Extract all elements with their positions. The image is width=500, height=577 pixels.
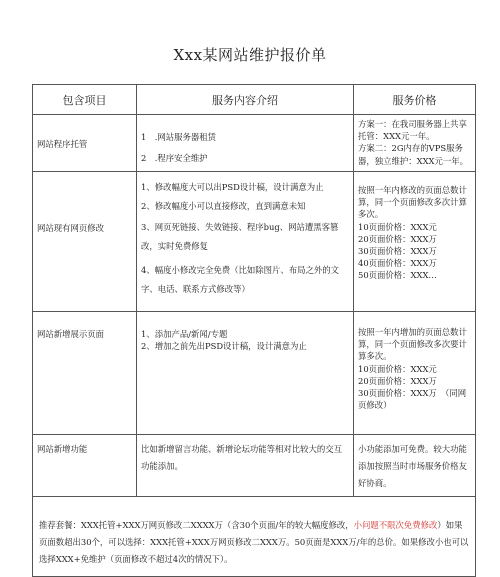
price-cell (354, 312, 476, 435)
content-cell (137, 115, 354, 172)
table-row (33, 312, 476, 435)
price-cell (354, 172, 476, 312)
price-line: 10页面价格：XXX元 (358, 221, 437, 232)
recommended-package (33, 497, 476, 577)
content-line: 1、添加产品/新闻/专题 (141, 329, 228, 339)
content-line: 1 .网站服务器租赁 (141, 132, 216, 142)
price-line: 10页面价格：XXX元 (358, 363, 437, 374)
price-line: 20页面价格：XXX万 (358, 233, 437, 244)
price-cell (354, 435, 476, 497)
footer-text-before: 推荐套餐：XXX托管+XXX万网页修改二XXXX万（含30个页面/年的较大幅度修改， (39, 520, 354, 530)
content-line: 比如新增留言功能、新增论坛功能等相对比较大的交互功能添加。 (141, 444, 342, 471)
price-line: 40页面价格：XXX万 (358, 258, 437, 269)
price-line: 30页面价格：XXX万 (358, 246, 437, 257)
content-line: 1、修改幅度大可以出PSD设计稿，设计满意为止 (141, 182, 324, 192)
footer-highlight: 小问题不限次免费修改 (353, 520, 438, 530)
content-line: 2、增加之前先出PSD设计稿，设计满意为止 (141, 341, 307, 352)
footer-row (33, 497, 476, 577)
table-header-row (33, 85, 476, 115)
price-cell (354, 115, 476, 172)
price-line: 方案二：2G内存的VPS服务器，独立维护：XXX元一年。 (358, 143, 469, 166)
price-line: 30页面价格：XXX万 （同网页修改） (358, 388, 467, 411)
item-cell: 网站新增功能 (33, 435, 137, 497)
header-content: 服务内容介绍 (137, 85, 354, 115)
price-line: 方案一：在我司服务器上共享托管：XXX元一年。 (358, 119, 467, 142)
header-item: 包含项目 (33, 85, 137, 115)
content-line: 3、网页死链接、失效链接、程序bug、网站遭黑客篡改，实时免费修复 (141, 222, 339, 251)
price-line: 20页面价格：XXX万 (358, 375, 437, 386)
content-cell (137, 172, 354, 312)
content-line: 2 .程序安全维护 (141, 153, 208, 164)
content-line: 2、修改幅度小可以直接修改，直到满意未知 (141, 201, 306, 211)
document-title: Xxx某网站维护报价单 (173, 46, 327, 64)
content-line: 4、幅度小修改完全免费（比如除图片、布局之外的文字、电话、联系方式修改等） (141, 265, 339, 294)
item-cell: 网站现有网页修改 (33, 172, 137, 312)
item-cell: 网站新增展示页面 (33, 312, 137, 435)
footer-text-after: ）如果页面数超出30个，可以选择：XXX托管+XXX万网页修改二XXX万。50页面是XXX万/年的总价。如果修改小也可以选择XXX+免维护（页面修改不超过4次的情况下）。 (39, 520, 469, 564)
content-cell (137, 312, 354, 435)
price-line: 小功能添加可免费。较大功能添加按照当时市场服务价格友好协商。 (358, 444, 467, 488)
table-row (33, 435, 476, 497)
table-row (33, 172, 476, 312)
header-price: 服务价格 (354, 85, 476, 115)
table-row (33, 115, 476, 172)
price-line: 按照一年内增加的页面总数计算，同一个页面修改多次要计算多次。 (358, 327, 467, 362)
item-cell: 网站程序托管 (33, 115, 137, 172)
price-line: 按照一年内修改的页面总数计算，同一个页面修改多次计算多次。 (358, 185, 467, 220)
price-line: 50页面价格：XXX… (358, 270, 437, 281)
content-cell (137, 435, 354, 497)
quote-table (32, 84, 476, 577)
